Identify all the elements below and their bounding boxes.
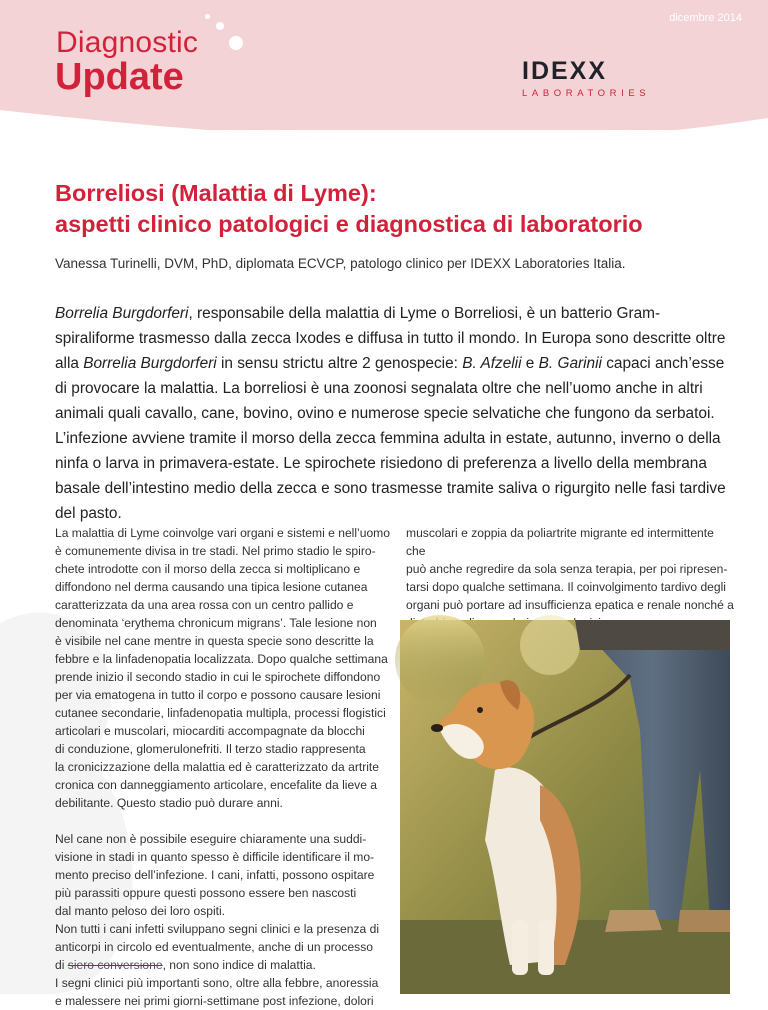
left-paragraph-2-body: Nel cane non è possibile eseguire chiaramente una suddi- visione in stadi in quanto spesso è difficile identificare il mo- mento preciso dell’infezione. I cani, infatti, possono ospitare più parassiti oppure questi possono essere ben nascosti dal manto peloso dei loro ospiti. Non tutti i cani infetti sviluppano segni clinici e la presenza di anticorpi in circolo ed eventualmente, anche di un processo (55, 832, 380, 954)
lead-paragraph (55, 301, 727, 526)
brand-update: Update (55, 56, 184, 98)
publication-date: dicembre 2014 (669, 12, 742, 24)
struck-term: siero conversione (67, 958, 163, 972)
article-title-line2: aspetti clinico patologici e diagnostica di laboratorio (55, 211, 643, 237)
left-paragraph-2-tail: I segni clinici più importanti sono, oltre alla febbre, anoressia e malessere nei primi giorni-settimane post infezione, dolori (55, 976, 379, 1008)
author-byline: Vanessa Turinelli, DVM, PhD, diplomata ECVCP, patologo clinico per IDEXX Laboratories Italia. (55, 256, 626, 271)
brand-dot-medium (216, 22, 224, 30)
dog-photo (400, 620, 730, 994)
left-paragraph-2-prefix: di (55, 958, 68, 972)
left-paragraph-2 (55, 830, 390, 1010)
lead-text-4: capaci anch’esse di provocare la malattia. La borreliosi è una zoonosi segnalata oltre che nell’uomo anche in altri animali quali cavallo, cane, bovino, ovino e numerose specie selvatiche che fungono da serbatoi. L’infezione avviene tramite il morso della zecca femmina adulta in estate, autunno, inverno o della ninfa o larva in primavera-estate. Le spirochete risiedono di preferenza a livello della membrana basale dell’intestino medio della zecca e sono trasmesse tramite saliva o rigurgito nelle fasi tardive del pasto. (55, 355, 726, 522)
article-title-line1: Borreliosi (Malattia di Lyme): (55, 180, 377, 206)
header-band (0, 0, 768, 130)
left-paragraph-2-suffix: , non sono indice di malattia. (162, 958, 316, 972)
right-paragraph-1: muscolari e zoppia da poliartrite migrante ed intermittente che può anche regredire da sola senza terapia, per poi ripresen- tarsi dopo qualche settimana. Il coinvolgimento tardivo degli organi può portare ad insufficienza epatica e renale nonché a (406, 526, 734, 612)
lead-text-2: in sensu strictu altre 2 genospecie: (216, 355, 463, 372)
idexx-logo-text: IDEXX (522, 57, 608, 85)
lead-text-1: , responsabile della malattia di Lyme o Borreliosi, è un batterio Gram-spiraliforme trasmesso dalla zecca Ixodes e diffusa in tutto il mondo. In Europa sono descritte oltre alla (55, 305, 726, 372)
dog-photo-illustration (400, 620, 730, 994)
brand-dot-small (205, 14, 210, 19)
brand-diagnostic: Diagnostic (56, 26, 199, 59)
lead-italic-4: B. Garinii (538, 355, 602, 372)
lead-italic-2: Borrelia Burgdorferi (83, 355, 217, 372)
idexx-logo (522, 57, 651, 99)
left-column (55, 524, 390, 1010)
brand-dot-large (229, 36, 243, 50)
lead-italic-3: B. Afzelii (462, 355, 522, 372)
idexx-logo-subtext: LABORATORIES (522, 88, 651, 99)
lead-italic-1: Borrelia Burgdorferi (55, 305, 189, 322)
idexx-logo-word (522, 57, 650, 85)
lead-text-3: e (521, 355, 539, 372)
left-paragraph-1: La malattia di Lyme coinvolge vari organi e sistemi e nell’uomo è comunemente divisa in tre stadi. Nel primo stadio le spiro- chete introdotte con il morso della zecca si moltiplicano e diffondono nel derma causando una tipica lesione cutanea caratterizzata da una area rossa con un centro pallido e denominata ‘erythema chronicum migrans’. Tale lesione non è visibile nel cane mentre in questa specie sono descritte la febbre e la linfadenopatia localizzata. Dopo qualche settimana prende inizio il secondo stadio in cui le spirochete diffondono per via ematogena in tutto il corpo e possono causare lesioni cutanee secondarie, linfadenopatia multipla, processi flogistici articolari e muscolari, miocarditi accompagnate da blocchi di conduzione, glomerulonefriti. Il terzo stadio rappresenta la cronicizzazione della malattia ed è caratterizzato da artrite cronica con danneggiamento articolare, encefalite da lieve a debilitante. Questo stadio può durare anni. (55, 526, 390, 810)
article-title (55, 178, 735, 240)
